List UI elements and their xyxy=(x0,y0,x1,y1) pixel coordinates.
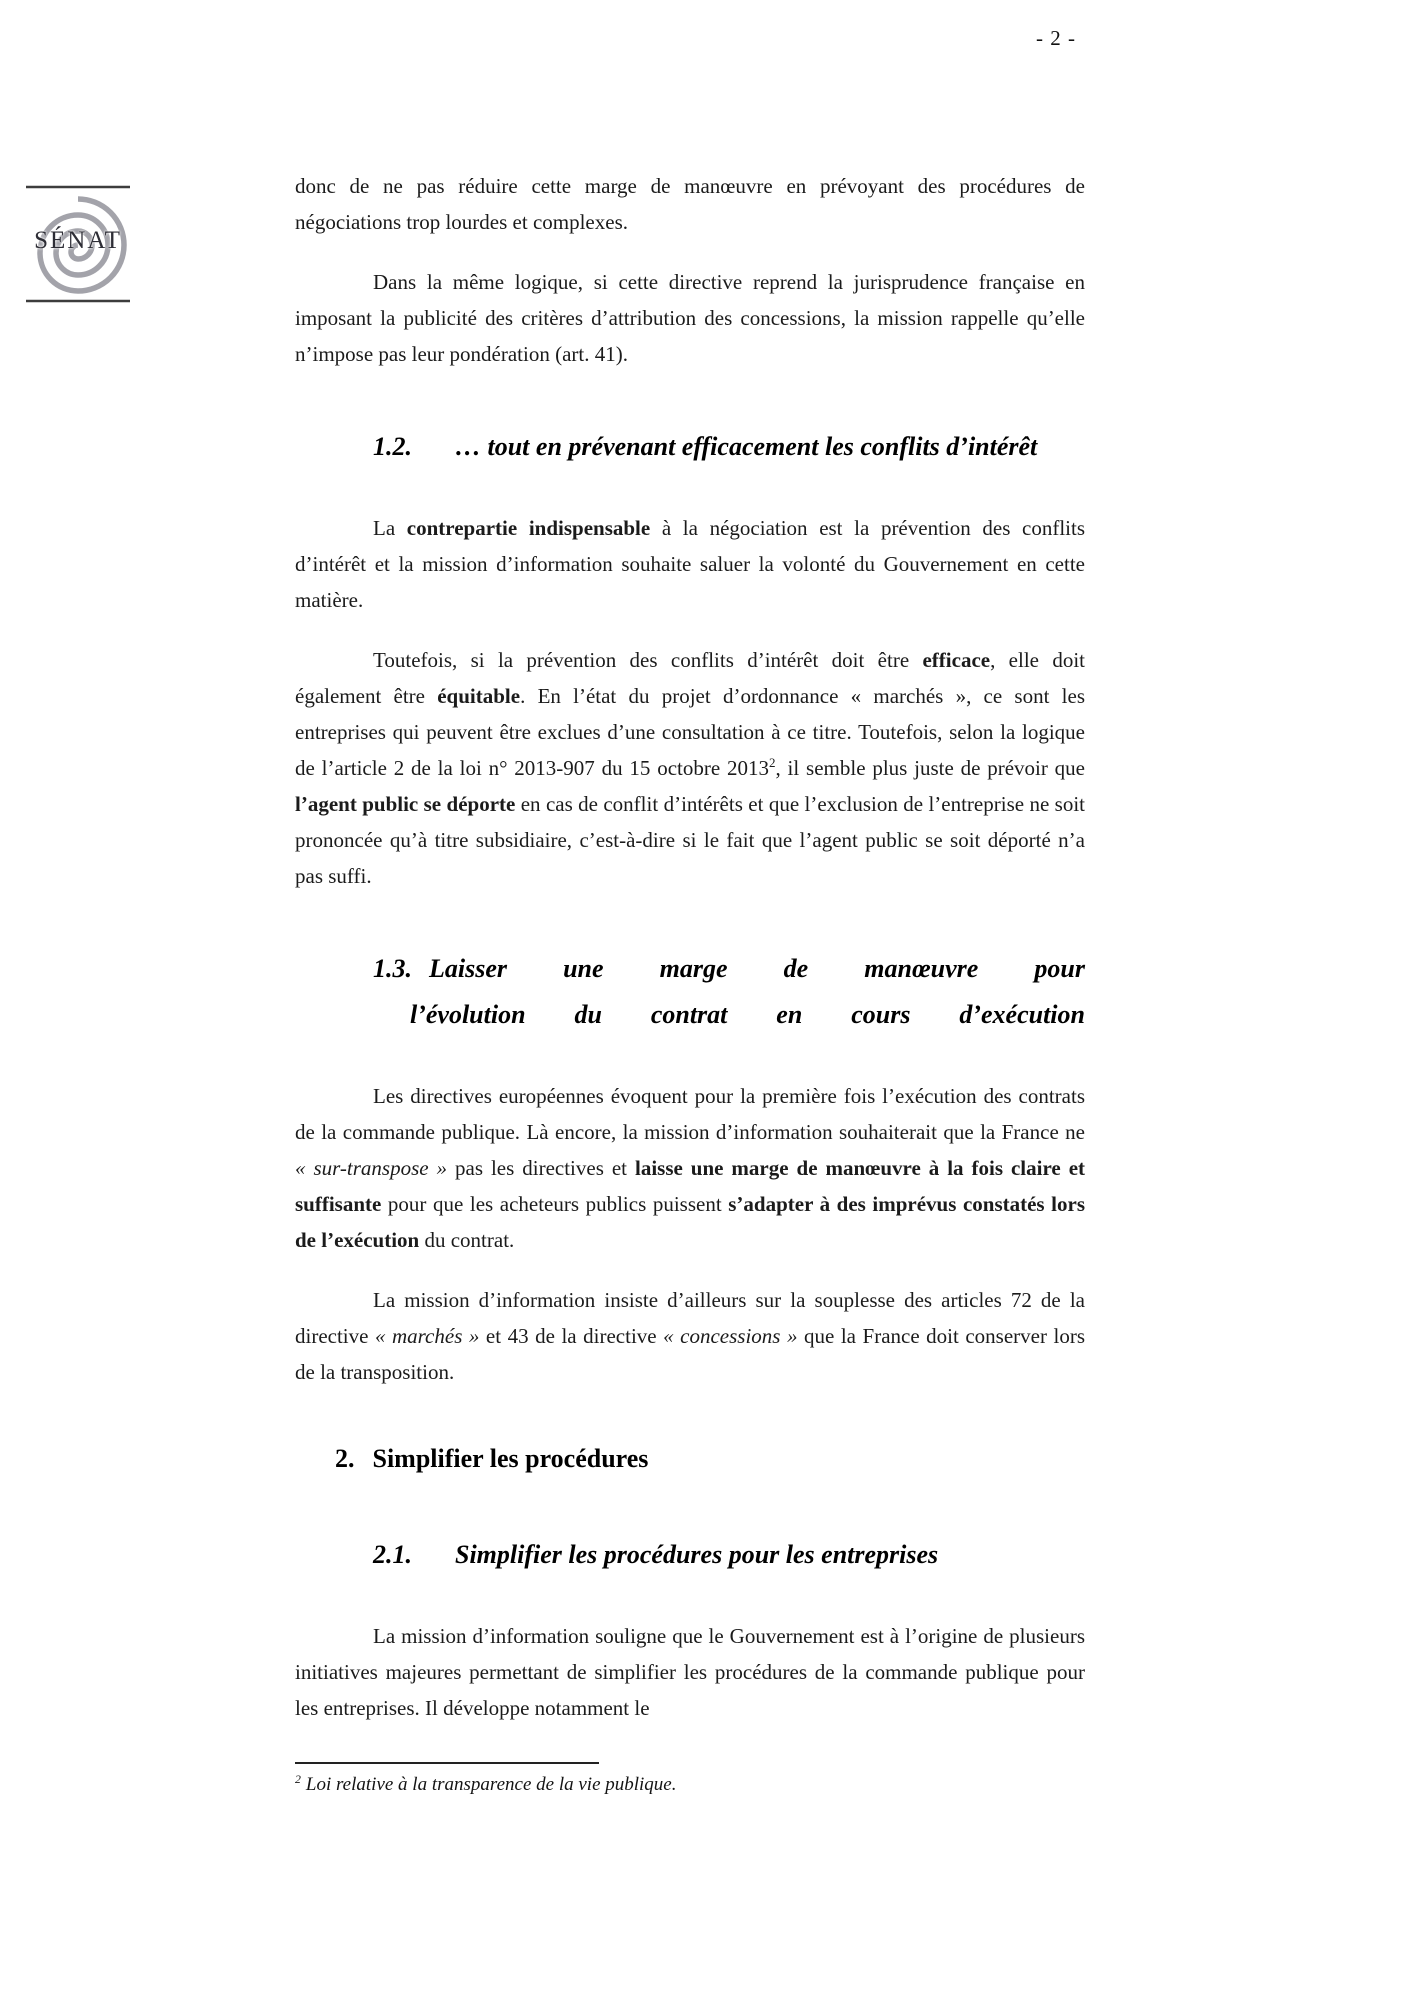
footnote-rule xyxy=(295,1762,599,1764)
text-run: donc de ne pas réduire cette marge de manœuvre en prévoyant des procédures de négociations trop lourdes et complexes. xyxy=(295,174,1085,234)
text-run: que la France doit conserver lors de la transposition. xyxy=(295,1324,1086,1384)
text-run: Simplifier les procédures pour les entreprises xyxy=(455,1540,939,1569)
paragraph xyxy=(295,168,1085,240)
paragraph xyxy=(295,642,1085,894)
text-run: s’adapter à des imprévus constatés lors de l’exécution xyxy=(295,1192,1085,1252)
text-run: , elle doit également être xyxy=(295,648,1085,708)
heading-number: 2.1. xyxy=(373,1540,412,1569)
heading-number: 2. xyxy=(335,1444,355,1473)
paragraph xyxy=(295,264,1085,372)
footnote xyxy=(295,1762,1085,1798)
text-run: Les directives européennes évoquent pour la première fois l’exécution des contrats de la commande publique. Là encore, la mission d’information souhaiterait que la France ne xyxy=(295,1084,1085,1144)
text-run: « marchés » xyxy=(374,1324,480,1348)
footnote-text xyxy=(295,1772,1085,1798)
text-run: La xyxy=(373,516,407,540)
footnote-marker: 2 xyxy=(295,1772,301,1786)
text-run: Simplifier les procédures xyxy=(372,1444,649,1473)
section-heading xyxy=(295,946,1085,1038)
heading-number: 1.2. xyxy=(373,432,412,461)
text-run: à la négociation est la prévention des conflits d’intérêt et la mission d’information souhaite saluer la volonté du Gouvernement en cette matière. xyxy=(295,516,1085,612)
text-run: « sur-transpose » xyxy=(295,1156,448,1180)
text-run: Dans la même logique, si cette directive reprend la jurisprudence française en imposant la publicité des critères d’attribution des concessions, la mission rappelle qu’elle n’impose pas leur pondération (art. 41). xyxy=(295,270,1085,366)
text-run: du contrat. xyxy=(419,1228,515,1252)
text-run: équitable xyxy=(437,684,521,708)
footnote-body: Loi relative à la transparence de la vie publique. xyxy=(305,1774,677,1795)
section-heading xyxy=(295,424,1085,470)
text-run: et 43 de la directive xyxy=(479,1324,664,1348)
text-run: , il semble plus juste de prévoir que xyxy=(775,756,1085,780)
text-run: … tout en prévenant efficacement les conflits d’intérêt xyxy=(455,432,1038,461)
page-number: - 2 - xyxy=(1036,26,1076,50)
senat-logo xyxy=(20,183,136,305)
heading-number: 1.3. xyxy=(373,954,412,983)
text-run: Toutefois, si la prévention des conflits d’intérêt doit être xyxy=(373,648,923,672)
text-run: . En l’état du projet d’ordonnance « marchés », ce sont les entreprises qui peuvent être exclues d’une consultation à ce titre. Toutefois, selon la logique de l’article 2 de la loi n° 2013-907 du 15 octobre 2013 xyxy=(295,684,1085,780)
text-run: pour que les acheteurs publics puissent xyxy=(381,1192,729,1216)
paragraph xyxy=(295,1078,1085,1258)
senat-logo-text: SÉNAT xyxy=(34,227,122,254)
text-run: l’évolution du contrat en cours d’exécution xyxy=(410,1000,1085,1029)
text-run: La mission d’information insiste d’ailleurs sur la souplesse des articles 72 de la directive xyxy=(295,1288,1085,1348)
text-run: « concessions » xyxy=(663,1324,798,1348)
document-body xyxy=(295,168,1085,1798)
paragraph xyxy=(295,1282,1085,1390)
paragraph xyxy=(295,510,1085,618)
section-heading xyxy=(295,1438,1085,1480)
text-run: pas les directives et xyxy=(447,1156,635,1180)
section-heading xyxy=(295,1532,1085,1578)
text-run: La mission d’information souligne que le Gouvernement est à l’origine de plusieurs initiatives majeures permettant de simplifier les procédures de la commande publique pour les entreprises. Il développe notamment le xyxy=(295,1624,1085,1720)
text-run: laisse une marge de manœuvre à la fois claire et suffisante xyxy=(295,1156,1086,1216)
text-run: contrepartie indispensable xyxy=(406,516,651,540)
text-run: Laisser une marge de manœuvre pour xyxy=(429,954,1085,983)
text-run: l’agent public se déporte xyxy=(295,792,516,816)
footnote-reference: 2 xyxy=(768,755,776,770)
text-run: efficace xyxy=(922,648,991,672)
text-run: en cas de conflit d’intérêts et que l’exclusion de l’entreprise ne soit prononcée qu’à titre subsidiaire, c’est-à-dire si le fait que l’agent public se soit déporté n’a pas suffi. xyxy=(295,792,1086,888)
paragraph xyxy=(295,1618,1085,1726)
